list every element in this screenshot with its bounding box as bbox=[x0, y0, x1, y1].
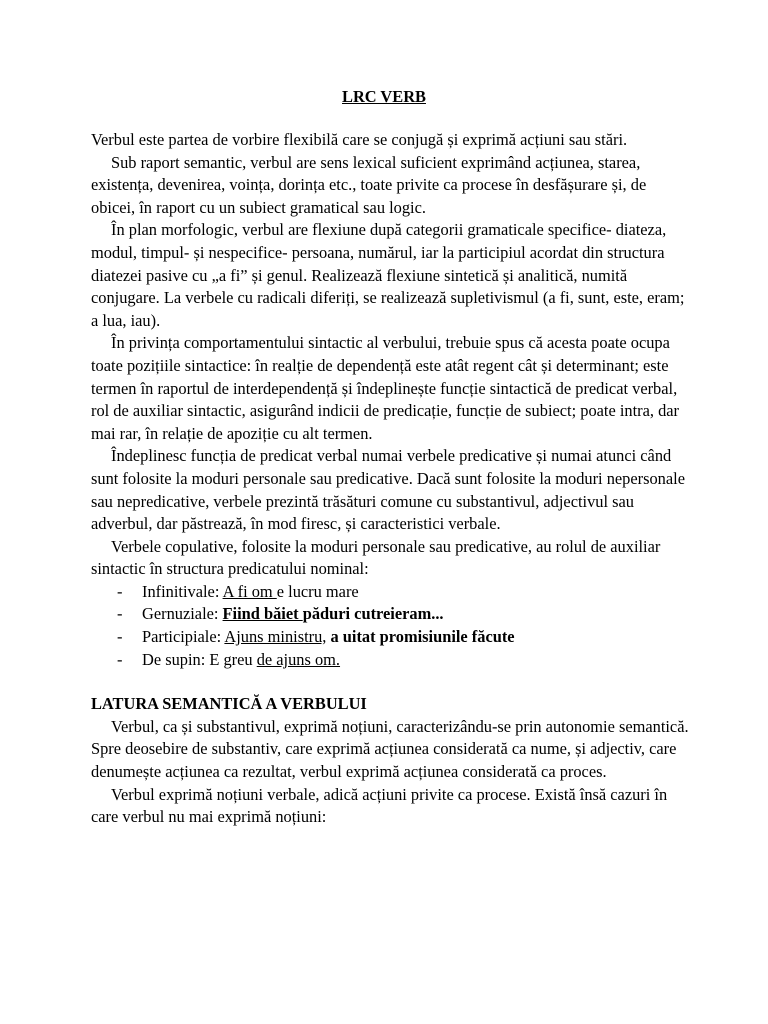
list-item-underlined: de ajuns om. bbox=[256, 649, 341, 669]
list-item-infinitivale bbox=[91, 581, 691, 604]
list-item-gernuziale bbox=[91, 603, 691, 626]
list-item-rest: e lucru mare bbox=[276, 581, 359, 601]
list-item-participiale bbox=[91, 626, 691, 649]
paragraph-predicate: Îndeplinesc funcția de predicat verbal numai verbele predicative și numai atunci când sunt folosite la moduri personale sau predicative. Dacă sunt folosite la moduri nepersonale sau nepredicative, verbele prezintă trăsături comune cu substantivul, adjectivul sau adverbul, dar păstrează, în mod firesc, și caracteristici verbale. bbox=[91, 446, 685, 534]
copulative-examples-list bbox=[91, 581, 691, 671]
list-item-prefix: Infinitivale: bbox=[142, 581, 223, 601]
list-item-underlined: Fiind băiet bbox=[222, 604, 303, 624]
document-title: LRC VERB bbox=[342, 87, 426, 106]
paragraph-copulative: Verbele copulative, folosite la moduri personale sau predicative, au rolul de auxiliar sintactic în structura predicatului nominal: bbox=[91, 536, 661, 579]
list-item-rest: a uitat promisiunile făcute bbox=[326, 627, 515, 647]
paragraph-semantic: Sub raport semantic, verbul are sens lexical suficient exprimând acțiunea, starea, existența, devenirea, voința, dorința etc., toate privite ca procese în desfășurare și, de obicei, în raport cu un subiect gramatical sau logic. bbox=[91, 152, 647, 217]
document-body bbox=[91, 129, 691, 829]
list-item-prefix: Participiale: bbox=[142, 627, 225, 647]
list-item-underlined: Ajuns ministru, bbox=[224, 627, 327, 647]
list-item-rest: păduri cutreieram... bbox=[302, 604, 444, 624]
list-item-underlined: A fi om bbox=[222, 581, 277, 601]
list-item-supin bbox=[91, 649, 691, 672]
paragraph-definition: Verbul este partea de vorbire flexibilă care se conjugă și exprimă acțiuni sau stări. bbox=[91, 130, 628, 149]
list-item-prefix: Gernuziale: bbox=[142, 604, 223, 624]
paragraph-morphologic: În plan morfologic, verbul are flexiune după categorii gramaticale specifice- diateza, modul, timpul- și nespecifice- persoana, numărul, iar la participiul acordat din structura diatezei pasive cu „a fi” și genul. Realizează flexiune sintetică și analitică, numită conjugare. La verbele cu radicali diferiți, se realizează supletivismul (a fi, sunt, este, eram; a lua, iau). bbox=[91, 220, 685, 330]
section-heading: LATURA SEMANTICĂ A VERBULUI bbox=[91, 694, 367, 714]
paragraph-verbal-notions: Verbul exprimă noțiuni verbale, adică acțiuni privite ca procese. Există însă cazuri în care verbul nu mai exprimă noțiuni: bbox=[91, 784, 668, 827]
paragraph-semantic-side: Verbul, ca și substantivul, exprimă noțiuni, caracterizându-se prin autonomie semantică. Spre deosebire de substantiv, care exprimă acțiunea considerată ca nume, și adjectiv, care denumește acțiunea ca rezultat, verbul exprimă acțiunea considerată ca proces. bbox=[91, 716, 689, 782]
list-item-prefix: De supin: E greu bbox=[142, 649, 257, 669]
paragraph-syntactic: În privința comportamentului sintactic al verbului, trebuie spus că acesta poate ocupa toate pozițiile sintactice: în realție de dependență este atât regent cât și determinant; este termen în raportul de interdependență și îndeplinește funcție sintactică de predicat verbal, rol de auxiliar sintactic, asigurând indicii de predicație, funcție de subiect; poate intra, dar mai rar, în relație de apoziție cu alt termen. bbox=[91, 333, 680, 443]
